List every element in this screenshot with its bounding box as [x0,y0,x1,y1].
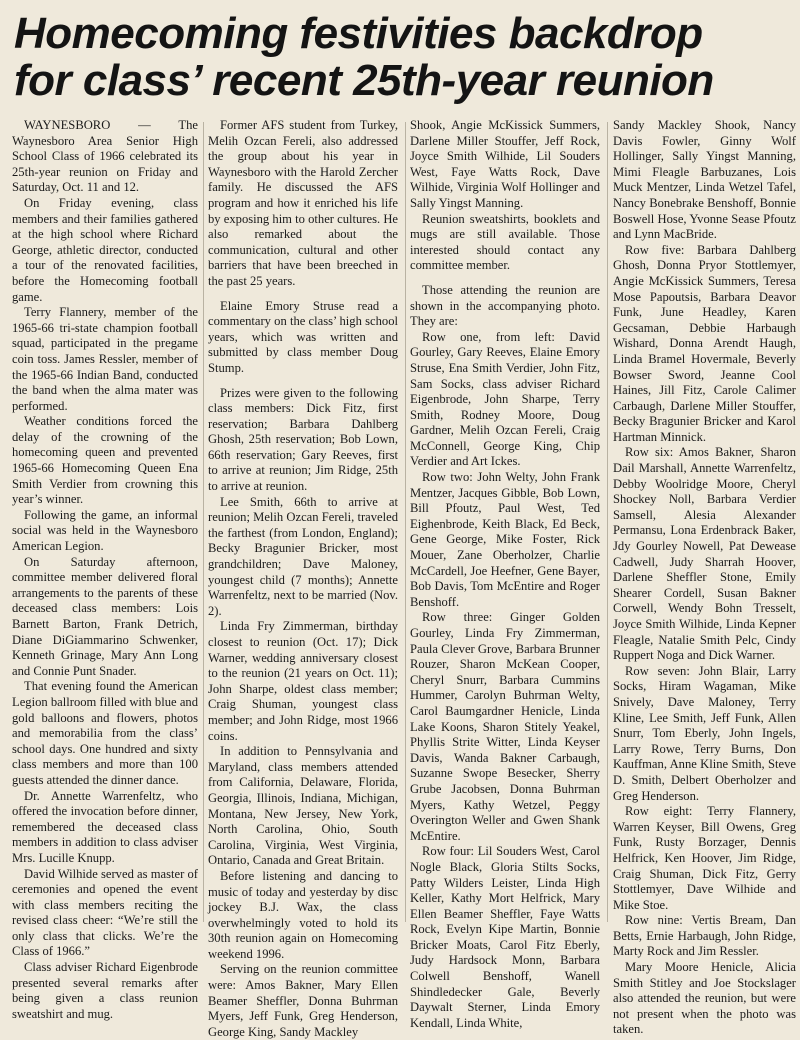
paragraph: Row six: Amos Bakner, Sharon Dail Marshall, Annette Warrenfeltz, Debby Woolridge Moore, Cheryl Shockey Noll, Barbara Verdier Samsell, Alesia Alexander Permansu, Lona Erdenbrack Baker, Jdy Gourley Nowell, Pat Dewease Cadwell, Judy Sharrah Hoover, Darlene Sheffler Stone, Emily Shearer Cordell, Susan Bakner Corwell, Wendy Bohn Tresselt, Joyce Smith Wilhide, Linda Kepner Fleagle, Natalie Smith Pelc, Cindy Ruppert Noga and Dick Warner. [613,445,796,663]
paragraph: Lee Smith, 66th to arrive at reunion; Melih Ozcan Fereli, traveled the farthest (from London, England); Becky Bragunier Bricker, most grandchildren; Dave Maloney, youngest child (7 months); Annette Warrenfeltz, next to be married (Nov. 2). [208,494,398,618]
headline [14,10,792,104]
column-4 [613,118,796,1037]
paragraph: On Saturday afternoon, committee member delivered floral arrangements to the parents of these deceased class members: Lois Barnett Barton, Frank Detrich, Diane DiGiammarino Schwenker, Kenneth Grinage, Mary Ann Long and Connie Punt Snader. [12,554,198,678]
paragraph: WAYNESBORO — The Waynesboro Area Senior High School Class of 1966 celebrated its 25th-year reunion on Friday and Saturday, Oct. 11 and 12. [12,118,198,195]
headline-line-2: for class’ recent 25th-year reunion [14,56,714,105]
paragraph: Prizes were given to the following class members: Dick Fitz, first reservation; Barbara Dahlberg Ghosh, 25th reservation; Bob Lown, 66th reservation; Gary Reeves, first to arrive at reunion; Jim Ridge, 25th to arrive at reunion. [208,385,398,494]
column-2 [208,118,398,1039]
paragraph: Dr. Annette Warrenfeltz, who offered the invocation before dinner, remembered the deceased class members in addition to class adviser Mrs. Lucille Knupp. [12,788,198,865]
column-1 [12,118,198,1021]
paragraph: Those attending the reunion are shown in the accompanying photo. They are: [410,282,600,329]
paragraph: Shook, Angie McKissick Summers, Darlene Miller Stouffer, Jeff Rock, Joyce Smith Wilhide, Lil Souders West, Faye Watts Rock, Dave Wilhide, Virginia Wolf Hollinger and Sally Yingst Manning. [410,118,600,210]
column-3 [410,118,600,1030]
paragraph: Row two: John Welty, John Frank Mentzer, Jacques Gibble, Bob Lown, Bill Pfoutz, Paul West, Ted Eighenbrode, Keith Black, Ed Beck, Gene George, Mike Foster, Rick Mouer, Zane Oberholzer, Charlie McCardell, Joe Heefner, Gene Bayer, Bob Davis, Tom McEntire and Roger Benshoff. [410,470,600,609]
paragraph: Row five: Barbara Dahlberg Ghosh, Donna Pryor Stottlemyer, Angie McKissick Summers, Teresa Mose Papoutsis, Barbara Deavor Funk, June Headley, Karen Gecsaman, Debbie Harbaugh Wishard, Donna Arendt Haugh, Linda Bramel Hovermale, Beverly Bowser Sword, Jeanne Cool Haines, Jill Fitz, Carole Calimer Carbaugh, Darlene Miller Stouffer, Becky Bragunier Bricker and Karol Hartman Minnick. [613,242,796,444]
paragraph: Former AFS student from Turkey, Melih Ozcan Fereli, also addressed the group about his year in Waynesboro with the Harold Zercher family. He discussed the AFS program and how it enriched his life by exposing him to other cultures. He also remarked about the communication, cultural and other barriers that have been breeched in the past 25 years. [208,118,398,288]
paragraph: Class adviser Richard Eigenbrode presented several remarks after being given a class reunion sweatshirt and mug. [12,960,198,1021]
paragraph: On Friday evening, class members and their families gathered at the high school where Richard George, athletic director, conducted a tour of the renovated facilities, before the Homecoming football game. [12,195,198,304]
paragraph: Mary Moore Henicle, Alicia Smith Stitley and Joe Stockslager also attended the reunion, but were not present when the photo was taken. [613,960,796,1037]
column-divider [607,122,608,922]
paragraph: Row three: Ginger Golden Gourley, Linda Fry Zimmerman, Paula Clever Grove, Barbara Brunner Rouzer, Sharon McKean Cooper, Cheryl Snurr, Barbara Cummins Hummer, Carolyn Buhrman Welty, Carol Baumgardner Henicle, Linda Lake Koons, Sharon Stitely Yeakel, Phyllis Strite Witter, Linda Keyser Davis, Wanda Bakner Carbaugh, Suzanne Swope Besecker, Sherry Grube Jacobsen, Donna Buhrman Myers, Kathy Wetzel, Peggy Overington Weller and Gwen Shank McEntire. [410,610,600,843]
paragraph: Weather conditions forced the delay of the crowning of the homecoming queen and prevented 1965-66 Homecoming Queen Ena Smith Verdier from crowning this year’s winner. [12,414,198,507]
paragraph: Linda Fry Zimmerman, birthday closest to reunion (Oct. 17); Dick Warner, wedding anniversary closest to the reunion (21 years on Oct. 11); John Sharpe, oldest class member; Craig Shuman, youngest class member; and John Ridge, most 1966 coins. [208,619,398,743]
paragraph: Row eight: Terry Flannery, Warren Keyser, Bill Owens, Greg Funk, Rusty Borzager, Dennis Helfrick, Ken Hoover, Jim Ridge, Craig Shuman, Dick Fitz, Gerry Stottlemyer, Dave Wilhide and Mike Stoe. [613,804,796,912]
article-body [10,118,796,1039]
column-divider [203,122,204,922]
paragraph: Row seven: John Blair, Larry Socks, Hiram Wagaman, Mike Snively, Dave Maloney, Terry Kline, Lee Smith, Jeff Funk, Allen Snurr, Tom Eberly, John Ingels, Larry Rowe, Terry Burns, Don Kauffman, Anne Kline Smith, Steve D. Smith, Delbert Oberholzer and Greg Henderson. [613,663,796,803]
paragraph: David Wilhide served as master of ceremonies and opened the event with class members reciting the revised class cheer: “We’re still the only class that clicks. We’re the Class of 1966.” [12,866,198,959]
paragraph: Row one, from left: David Gourley, Gary Reeves, Elaine Emory Struse, Ena Smith Verdier, John Fitz, Sam Socks, class adviser Richard Eigenbrode, John Sharpe, Terry Smith, Rodney Moore, Doug Gardner, Melih Ozcan Fereli, Craig McConnell, George King, Chip Verdier and Art Ickes. [410,329,600,469]
paragraph: Reunion sweatshirts, booklets and mugs are still available. Those interested should contact any committee member. [410,211,600,273]
paragraph: That evening found the American Legion ballroom filled with blue and gold balloons and flowers, photos and memorabilia from the class’ school days. One hundred and sixty class members and more than 100 guests attended the dinner dance. [12,679,198,787]
paragraph: Elaine Emory Struse read a commentary on the class’ high school years, which was written and submitted by class member Doug Stump. [208,298,398,375]
paragraph: Serving on the reunion committee were: Amos Bakner, Mary Ellen Beamer Sheffler, Donna Buhrman Myers, Jeff Funk, Greg Henderson, George King, Sandy Mackley [208,962,398,1039]
paragraph: Following the game, an informal social was held in the Waynesboro American Legion. [12,507,198,554]
paragraph: Row nine: Vertis Bream, Dan Betts, Ernie Harbaugh, John Ridge, Marty Rock and Jim Ressler. [613,913,796,959]
column-divider [405,122,406,922]
paragraph: In addition to Pennsylvania and Maryland, class members attended from California, Delaware, Florida, Georgia, Illinois, Indiana, Michigan, Montana, New Jersey, New York, North Carolina, Ohio, South Carolina, Virginia, West Virginia, Ontario, Canada and Great Britain. [208,744,398,868]
headline-line-1: Homecoming festivities backdrop [14,9,703,58]
paragraph: Sandy Mackley Shook, Nancy Davis Fowler, Ginny Wolf Hollinger, Sally Yingst Manning, Mimi Fleagle Barbuzanes, Lois Muck Mentzer, Linda Wetzel Tafel, Nancy Bonebrake Benshoff, Bonnie Boswell Hose, Yvonne Sease Pfoutz and Lynn MacBride. [613,118,796,242]
paragraph: Terry Flannery, member of the 1965-66 tri-state champion football squad, participated in the pregame coin toss. James Ressler, member of the 1965-66 Indian Band, conducted the band when the alma mater was performed. [12,305,198,413]
paragraph: Before listening and dancing to music of today and yesterday by disc jockey B.J. Wax, the class overwhelmingly voted to hold its 30th reunion again on Homecoming weekend 1996. [208,868,398,961]
paragraph: Row four: Lil Souders West, Carol Nogle Black, Gloria Stilts Socks, Patty Wilders Leister, Linda High Keller, Kathy Mort Helfrick, Mary Ellen Beamer Sheffler, Faye Watts Rock, Evelyn Kipe Martin, Bonnie Bricker Moats, Carol Fitz Eberly, Judy Hardsock Monn, Barbara Colwell Benshoff, Wanell Shindledecker Gale, Beverly Daywalt Sterner, Linda Emory Kendall, Linda White, [410,844,600,1030]
